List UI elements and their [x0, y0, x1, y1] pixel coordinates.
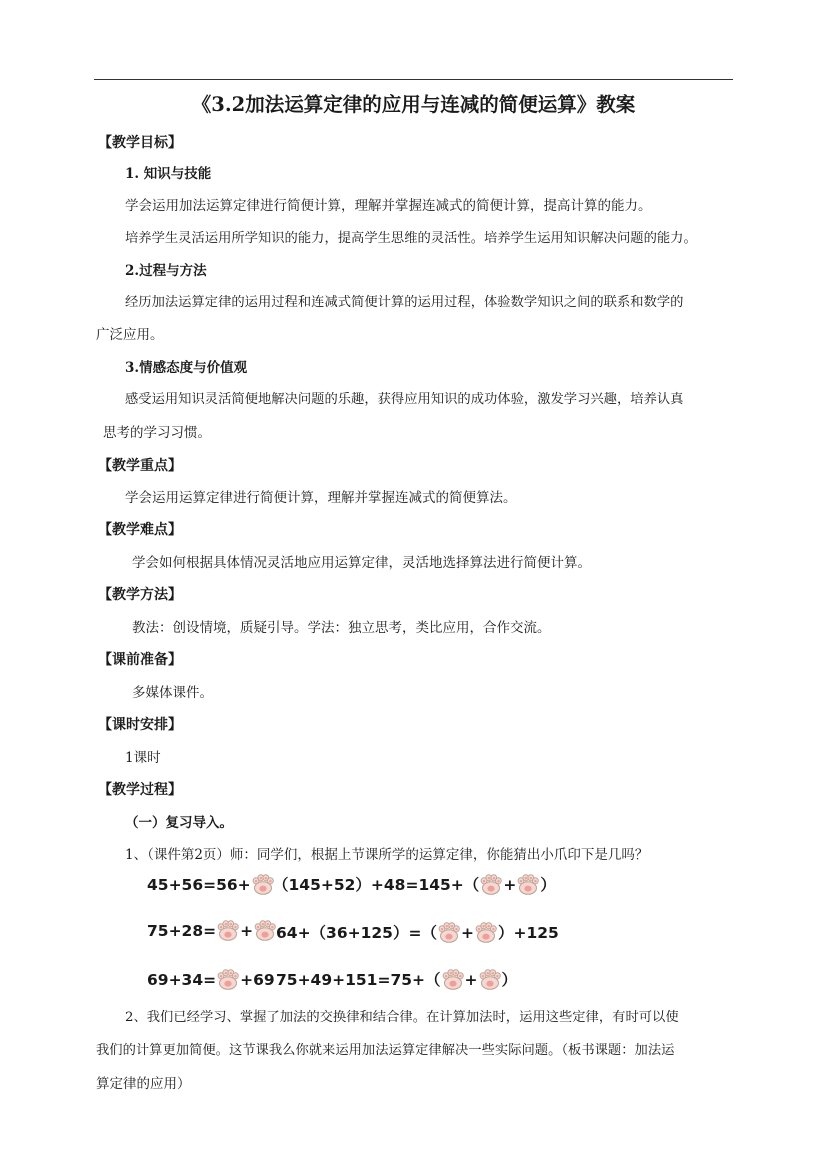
paw-print-icon — [479, 873, 503, 895]
paw-print-icon — [437, 921, 461, 943]
procedure-item-1: 1、（课件第2页）师：同学们，根据上节课所学的运算定律，你能猜出小爪印下是几吗？ — [125, 847, 649, 863]
paw-print-icon — [253, 919, 277, 941]
equation-6-plus: + — [464, 971, 478, 989]
process-heading: 2.过程与方法 — [125, 263, 207, 279]
equation-6-text: 75+49+151=75+（ — [276, 971, 441, 989]
methods-text: 教法：创设情境，质疑引导。学法：独立思考，类比应用，合作交流。 — [132, 620, 551, 636]
knowledge-paragraph-1: 学会运用加法运算定律进行简便计算，理解并掌握连减式的简便计算，提高计算的能力。 — [125, 198, 652, 214]
equation-1-text: 45+56=56+ — [147, 876, 251, 894]
equation-6-close: ） — [501, 971, 518, 989]
paw-print-icon — [516, 873, 540, 895]
paw-print-icon — [216, 968, 240, 990]
preparation-text: 多媒体课件。 — [132, 685, 213, 701]
key-points-heading: 【教学重点】 — [98, 458, 182, 474]
header-rule — [94, 79, 733, 80]
document-title: 《3.2加法运算定律的应用与连减的简便运算》教案 — [191, 93, 636, 116]
equation-2-text: （145+52）+48=145+（ — [273, 876, 480, 894]
equation-3-text: 75+28= — [147, 922, 217, 940]
procedure-item-2-line-2: 我们的计算更加简便。这节课我么你就来运用加法运算定律解决一些实际问题。（板书课题：加法运 — [96, 1043, 675, 1058]
process-paragraph-line-1: 经历加法运算定律的运用过程和连减式简便计算的运用过程，体验数学知识之间的联系和数学的 — [125, 295, 684, 310]
equation-4-close: ）+125 — [497, 924, 559, 942]
difficulties-text: 学会如何根据具体情况灵活地应用运算定律，灵活地选择算法进行简便计算。 — [132, 555, 591, 571]
key-points-text: 学会运用运算定律进行简便计算，理解并掌握连减式的简便算法。 — [125, 490, 517, 506]
paw-print-icon — [216, 919, 240, 941]
equation-1 — [147, 873, 275, 896]
equation-5 — [147, 968, 275, 991]
paw-print-icon — [478, 968, 502, 990]
preparation-heading: 【课前准备】 — [98, 652, 182, 668]
process-paragraph-line-2: 广泛应用。 — [96, 327, 164, 343]
equation-2-close: ） — [540, 876, 556, 894]
paw-print-icon — [474, 921, 498, 943]
procedure-heading: 【教学过程】 — [98, 782, 182, 798]
knowledge-paragraph-2: 培养学生灵活运用所学知识的能力，提高学生思维的灵活性。培养学生运用知识解决问题的能力。 — [125, 231, 697, 246]
equation-5-text: 69+34= — [147, 971, 217, 989]
equation-4-plus: + — [460, 924, 474, 942]
procedure-item-2-line-3: 算定律的应用） — [96, 1076, 191, 1092]
equation-3-plus: + — [240, 922, 254, 940]
schedule-heading: 【课时安排】 — [98, 717, 182, 733]
equation-2 — [273, 873, 556, 896]
schedule-text: 1课时 — [125, 750, 161, 766]
emotion-heading: 3.情感态度与价值观 — [125, 360, 248, 376]
equation-4 — [276, 921, 559, 944]
emotion-paragraph-line-2: 思考的学习习惯。 — [103, 425, 211, 441]
procedure-item-2-line-1: 2、我们已经学习、掌握了加法的交换律和结合律。在计算加法时，运用这些定律，有时可以使 — [125, 1010, 679, 1025]
paw-print-icon — [251, 873, 275, 895]
review-heading: （一）复习导入。 — [125, 815, 233, 831]
emotion-paragraph-line-1: 感受运用知识灵活简便地解决问题的乐趣，获得应用知识的成功体验，激发学习兴趣，培养认真 — [125, 392, 684, 407]
equation-6 — [276, 968, 517, 991]
paw-print-icon — [441, 968, 465, 990]
methods-heading: 【教学方法】 — [98, 587, 182, 603]
equation-4-text: 64+（36+125）=（ — [276, 924, 437, 942]
objectives-heading: 【教学目标】 — [98, 135, 182, 151]
knowledge-heading: 1. 知识与技能 — [125, 166, 212, 182]
difficulties-heading: 【教学难点】 — [98, 522, 182, 538]
equation-5-tail: +69 — [240, 971, 275, 989]
equation-2-plus: + — [503, 876, 517, 894]
equation-3 — [147, 919, 277, 942]
